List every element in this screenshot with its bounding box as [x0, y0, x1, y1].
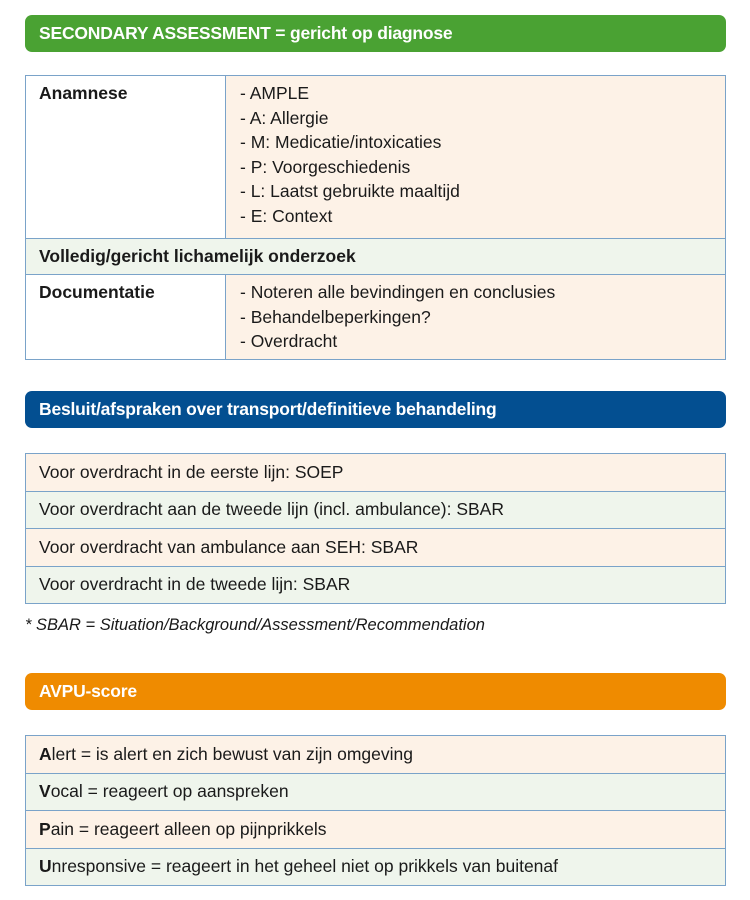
- sbar-footnote: * SBAR = Situation/Background/Assessment/Recommendation: [25, 616, 485, 634]
- avpu-row-pain: [26, 811, 726, 849]
- table-row: [26, 736, 726, 774]
- documentatie-content: [226, 275, 726, 360]
- transport-row-text: Voor overdracht van ambulance aan SEH: SBAR: [26, 529, 726, 567]
- avpu-row-alert: [26, 736, 726, 774]
- anamnese-label: Anamnese: [26, 76, 226, 239]
- table-row: [26, 811, 726, 849]
- avpu-initial: V: [39, 781, 51, 802]
- anamnese-row: [26, 76, 726, 239]
- list-item: - E: Context: [240, 205, 333, 226]
- list-item: - M: Medicatie/intoxicaties: [240, 132, 442, 153]
- transport-row-text: Voor overdracht in de tweede lijn: SBAR: [26, 566, 726, 604]
- secondary-assessment-table: [25, 75, 726, 360]
- documentatie-row: [26, 275, 726, 360]
- avpu-description: ocal = reageert op aanspreken: [50, 781, 289, 802]
- table-row: [26, 491, 726, 529]
- transport-row-text: Voor overdracht in de eerste lijn: SOEP: [26, 454, 726, 492]
- avpu-row-unresponsive: [26, 848, 726, 886]
- table-row: [26, 773, 726, 811]
- avpu-description: ain = reageert alleen op pijnprikkels: [50, 818, 327, 839]
- list-item: - P: Voorgeschiedenis: [240, 156, 411, 177]
- table-row: [26, 529, 726, 567]
- avpu-initial: A: [39, 743, 52, 764]
- list-item: - A: Allergie: [240, 107, 329, 128]
- avpu-header: AVPU-score: [25, 673, 726, 710]
- table-row: [26, 454, 726, 492]
- avpu-table: [25, 735, 726, 886]
- anamnese-content: [226, 76, 726, 239]
- list-item: - Behandelbeperkingen?: [240, 306, 431, 327]
- avpu-description: nresponsive = reageert in het geheel niet op prikkels van buitenaf: [51, 856, 559, 877]
- onderzoek-row: [26, 239, 726, 275]
- onderzoek-label: Volledig/gericht lichamelijk onderzoek: [26, 239, 726, 275]
- avpu-initial: U: [39, 856, 52, 877]
- avpu-description: lert = is alert en zich bewust van zijn omgeving: [51, 743, 413, 764]
- secondary-assessment-header: SECONDARY ASSESSMENT = gericht op diagnose: [25, 15, 726, 52]
- transport-row-text: Voor overdracht aan de tweede lijn (incl. ambulance): SBAR: [26, 491, 726, 529]
- list-item: - L: Laatst gebruikte maaltijd: [240, 181, 460, 202]
- list-item: - Noteren alle bevindingen en conclusies: [240, 282, 556, 302]
- transport-header: Besluit/afspraken over transport/definitieve behandeling: [25, 391, 726, 428]
- list-item: - AMPLE: [240, 83, 310, 103]
- avpu-row-vocal: [26, 773, 726, 811]
- avpu-initial: P: [39, 818, 51, 839]
- table-row: [26, 566, 726, 604]
- list-item: - Overdracht: [240, 331, 338, 352]
- documentatie-label: Documentatie: [26, 275, 226, 360]
- transport-table: [25, 453, 726, 604]
- table-row: [26, 848, 726, 886]
